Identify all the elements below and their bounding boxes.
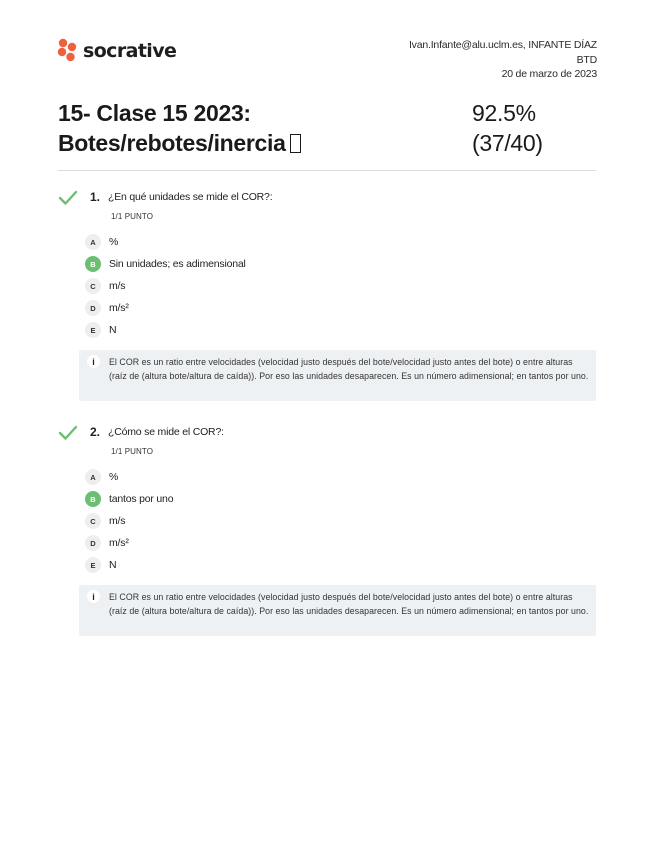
user-info [409,38,597,82]
answer-text: N [109,559,117,571]
question-points: 1/1 PUNTO [111,212,154,221]
answer-letter-badge: D [85,300,101,316]
answer-option [85,322,116,338]
answer-text: % [109,471,119,483]
quiz-title [58,98,438,158]
answer-option [85,557,116,573]
answer-text: tantos por uno [109,493,174,505]
info-icon: i [87,590,100,603]
report-date: 20 de marzo de 2023 [501,68,597,80]
question-text: ¿Cómo se mide el COR?: [108,426,224,438]
answer-letter-badge-correct: B [85,256,101,272]
class-name: BTD [576,53,597,66]
answer-option [85,513,125,529]
question-number: 2. [90,425,101,439]
answer-letter-badge: D [85,535,101,551]
answer-text: m/s² [109,537,129,549]
explanation-box [79,585,596,636]
answer-option [85,234,118,250]
answer-letter-badge: E [85,557,101,573]
answer-option [85,535,129,551]
user-email-name: Ivan.Infante@alu.uclm.es, INFANTE DÍAZ [408,39,597,51]
question-points: 1/1 PUNTO [111,447,154,456]
answer-text: Sin unidades; es adimensional [109,258,246,270]
answer-letter-badge: A [85,469,101,485]
logo-wordmark: socrative [83,39,177,62]
explanation-box [79,350,596,401]
socrative-logo [57,38,176,63]
answer-text: N [109,324,117,336]
quiz-title-line1: 15- Clase 15 2023: [58,100,251,126]
title-divider [58,170,596,171]
explanation-text: El COR es un ratio entre velocidades (velocidad justo después del bote/velocidad justo antes del bote) o entre alturas (raíz de (altura bote/altura de caída)). Por eso las unidades desaparecen. Es un número adimensional; en tantos por uno. [109,592,589,616]
answer-letter-badge: E [85,322,101,338]
missing-glyph-icon [290,134,301,153]
answer-option-correct [85,256,246,272]
socrative-logo-icon [57,38,78,63]
answer-text: m/s² [109,302,129,314]
info-icon: i [87,355,100,368]
answer-letter-badge: C [85,278,101,294]
answer-text: m/s [109,280,126,292]
answer-option [85,300,129,316]
answer-text: % [109,236,119,248]
correct-check-icon [58,190,78,206]
quiz-title-line2: Botes/rebotes/inercia [58,130,286,156]
answer-option [85,469,118,485]
score-fraction: (37/40) [472,130,543,156]
correct-check-icon [58,425,78,441]
answer-letter-badge-correct: B [85,491,101,507]
answer-option [85,278,125,294]
answer-text: m/s [109,515,126,527]
answer-option-correct [85,491,173,507]
question-number: 1. [90,190,101,204]
question-text: ¿En qué unidades se mide el COR?: [108,191,273,203]
score-percent: 92.5% [472,100,536,126]
explanation-text: El COR es un ratio entre velocidades (velocidad justo después del bote/velocidad justo antes del bote) o entre alturas (raíz de (altura bote/altura de caída)). Por eso las unidades desaparecen. Es un número adimensional; en tantos por uno. [109,357,589,381]
quiz-score [472,98,543,158]
answer-letter-badge: C [85,513,101,529]
answer-letter-badge: A [85,234,101,250]
